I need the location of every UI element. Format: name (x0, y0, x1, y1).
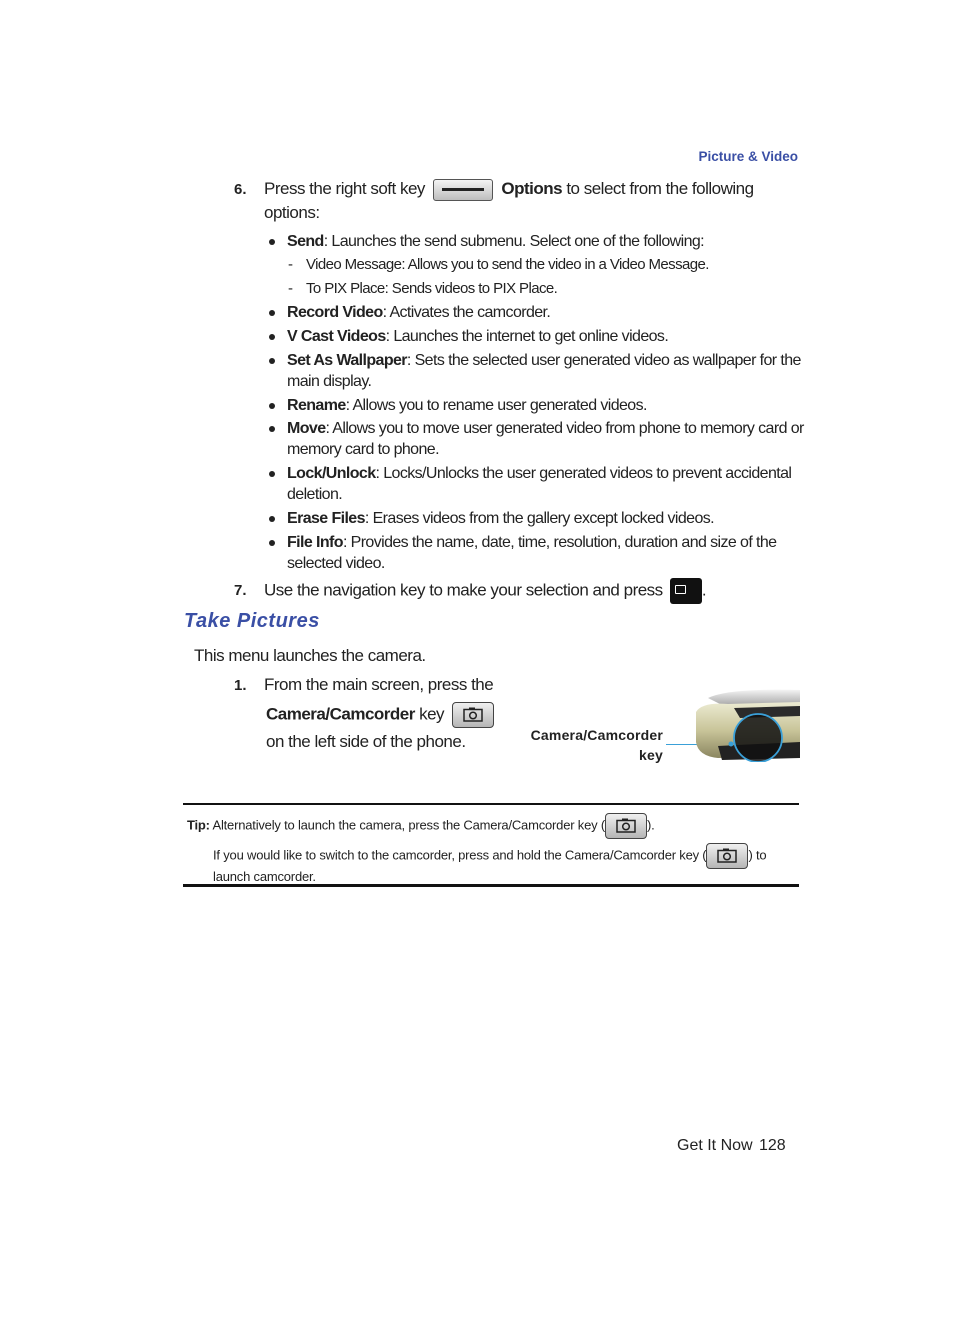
sub-item: Video Message: Allows you to send the video in a Video Message. (306, 256, 709, 273)
bullet-desc: : Provides the name, date, time, resolution, duration and size of the (342, 534, 777, 551)
bullet-desc: : Allows you to rename user generated videos. (345, 397, 647, 414)
bullet-term: Record Video (287, 304, 383, 321)
callout-line1: Camera/Camcorder (530, 727, 663, 743)
sub-item: To PIX Place: Sends videos to PIX Place. (306, 280, 558, 297)
phone-side-illustration (688, 684, 800, 772)
step-number: 1. (234, 677, 247, 694)
bullet-desc-cont: selected video. (287, 555, 385, 572)
bullet-term: Rename (287, 397, 346, 414)
bullet-desc: : Launches the send submenu. Select one of the following: (323, 233, 705, 250)
footer-chapter: Get It Now (677, 1137, 753, 1154)
bullet-icon (269, 239, 275, 245)
options-label: Options (501, 179, 563, 198)
bullet-item (287, 231, 817, 252)
step-1-line1: From the main screen, press the (264, 675, 494, 694)
tip-line1 (187, 813, 797, 839)
bullet-desc: : Sets the selected user generated video as wallpaper for the (406, 352, 801, 369)
bullet-icon (269, 540, 275, 546)
bullet-desc: : Erases videos from the gallery except locked videos. (364, 510, 715, 527)
bullet-item (287, 418, 817, 460)
step-number: 6. (234, 181, 247, 198)
bullet-term: Set As Wallpaper (287, 352, 407, 369)
step-1-line3: on the left side of the phone. (266, 732, 466, 751)
tip-top-rule (183, 803, 799, 805)
tip-line1-after: ). (646, 817, 655, 833)
tip-line2-after: ) to (748, 847, 767, 863)
bullet-term: Send (287, 233, 324, 250)
step-6-text-line2: options: (264, 203, 320, 222)
tip-label: Tip: (187, 817, 210, 833)
tip-bottom-rule (183, 884, 799, 887)
right-soft-key-icon (433, 179, 493, 201)
bullet-desc: : Activates the camcorder. (382, 304, 551, 321)
bullet-item (287, 395, 817, 416)
tip-line2 (213, 843, 803, 885)
running-header: Picture & Video (698, 149, 798, 164)
bullet-term: Lock/Unlock (287, 465, 376, 482)
callout-line2: key (639, 747, 663, 763)
tip-line3: launch camcorder. (213, 869, 316, 884)
bullet-term: V Cast Videos (287, 328, 386, 345)
step-6-text-before: Press the right soft key (264, 179, 425, 198)
step-6-text-after: to select from the following (562, 179, 754, 198)
bullet-item (287, 302, 817, 323)
step-6-text (264, 177, 824, 225)
bullet-term: Move (287, 420, 326, 437)
section-title: Take Pictures (184, 610, 320, 632)
bullet-item (287, 463, 817, 505)
bullet-desc: : Locks/Unlocks the user generated videos to prevent accidental (375, 465, 792, 482)
bullet-icon (269, 310, 275, 316)
bullet-item (287, 350, 817, 392)
bullet-term: File Info (287, 534, 343, 551)
step-1-line2 (266, 702, 494, 728)
camera-key-icon (452, 702, 494, 728)
camera-key-icon (706, 843, 748, 869)
bullet-desc: : Allows you to move user generated video from phone to memory card or (325, 420, 804, 437)
sub-dash: - (288, 256, 293, 273)
bullet-icon (269, 516, 275, 522)
bullet-icon (269, 334, 275, 340)
camera-key-word: key (414, 704, 445, 724)
bullet-icon (269, 471, 275, 477)
bullet-term: Erase Files (287, 510, 365, 527)
bullet-icon (269, 426, 275, 432)
ok-key-icon (670, 578, 702, 604)
bullet-item (287, 326, 817, 347)
tip-line2-before: If you would like to switch to the camcorder, press and hold the Camera/Camcorder key ( (213, 847, 707, 863)
bullet-desc-cont: deletion. (287, 486, 343, 503)
bullet-item (287, 508, 817, 529)
camera-key-label: Camera/Camcorder (266, 704, 415, 724)
section-intro: This menu launches the camera. (194, 646, 426, 665)
camera-key-callout (520, 725, 663, 765)
tip-line1-before: Alternatively to launch the camera, press the Camera/Camcorder key ( (209, 817, 605, 833)
step-number: 7. (234, 582, 247, 599)
step-7-period: . (701, 580, 707, 600)
bullet-icon (269, 403, 275, 409)
bullet-desc-cont: memory card to phone. (287, 441, 439, 458)
bullet-item (287, 532, 817, 574)
step-7-text (264, 578, 824, 604)
page-number: 128 (759, 1137, 786, 1154)
bullet-desc: : Launches the internet to get online videos. (385, 328, 669, 345)
step-7-text-body: Use the navigation key to make your selection and press (264, 580, 663, 600)
sub-dash: - (288, 280, 293, 297)
bullet-icon (269, 358, 275, 364)
bullet-desc-cont: main display. (287, 373, 372, 390)
camera-key-icon (605, 813, 647, 839)
